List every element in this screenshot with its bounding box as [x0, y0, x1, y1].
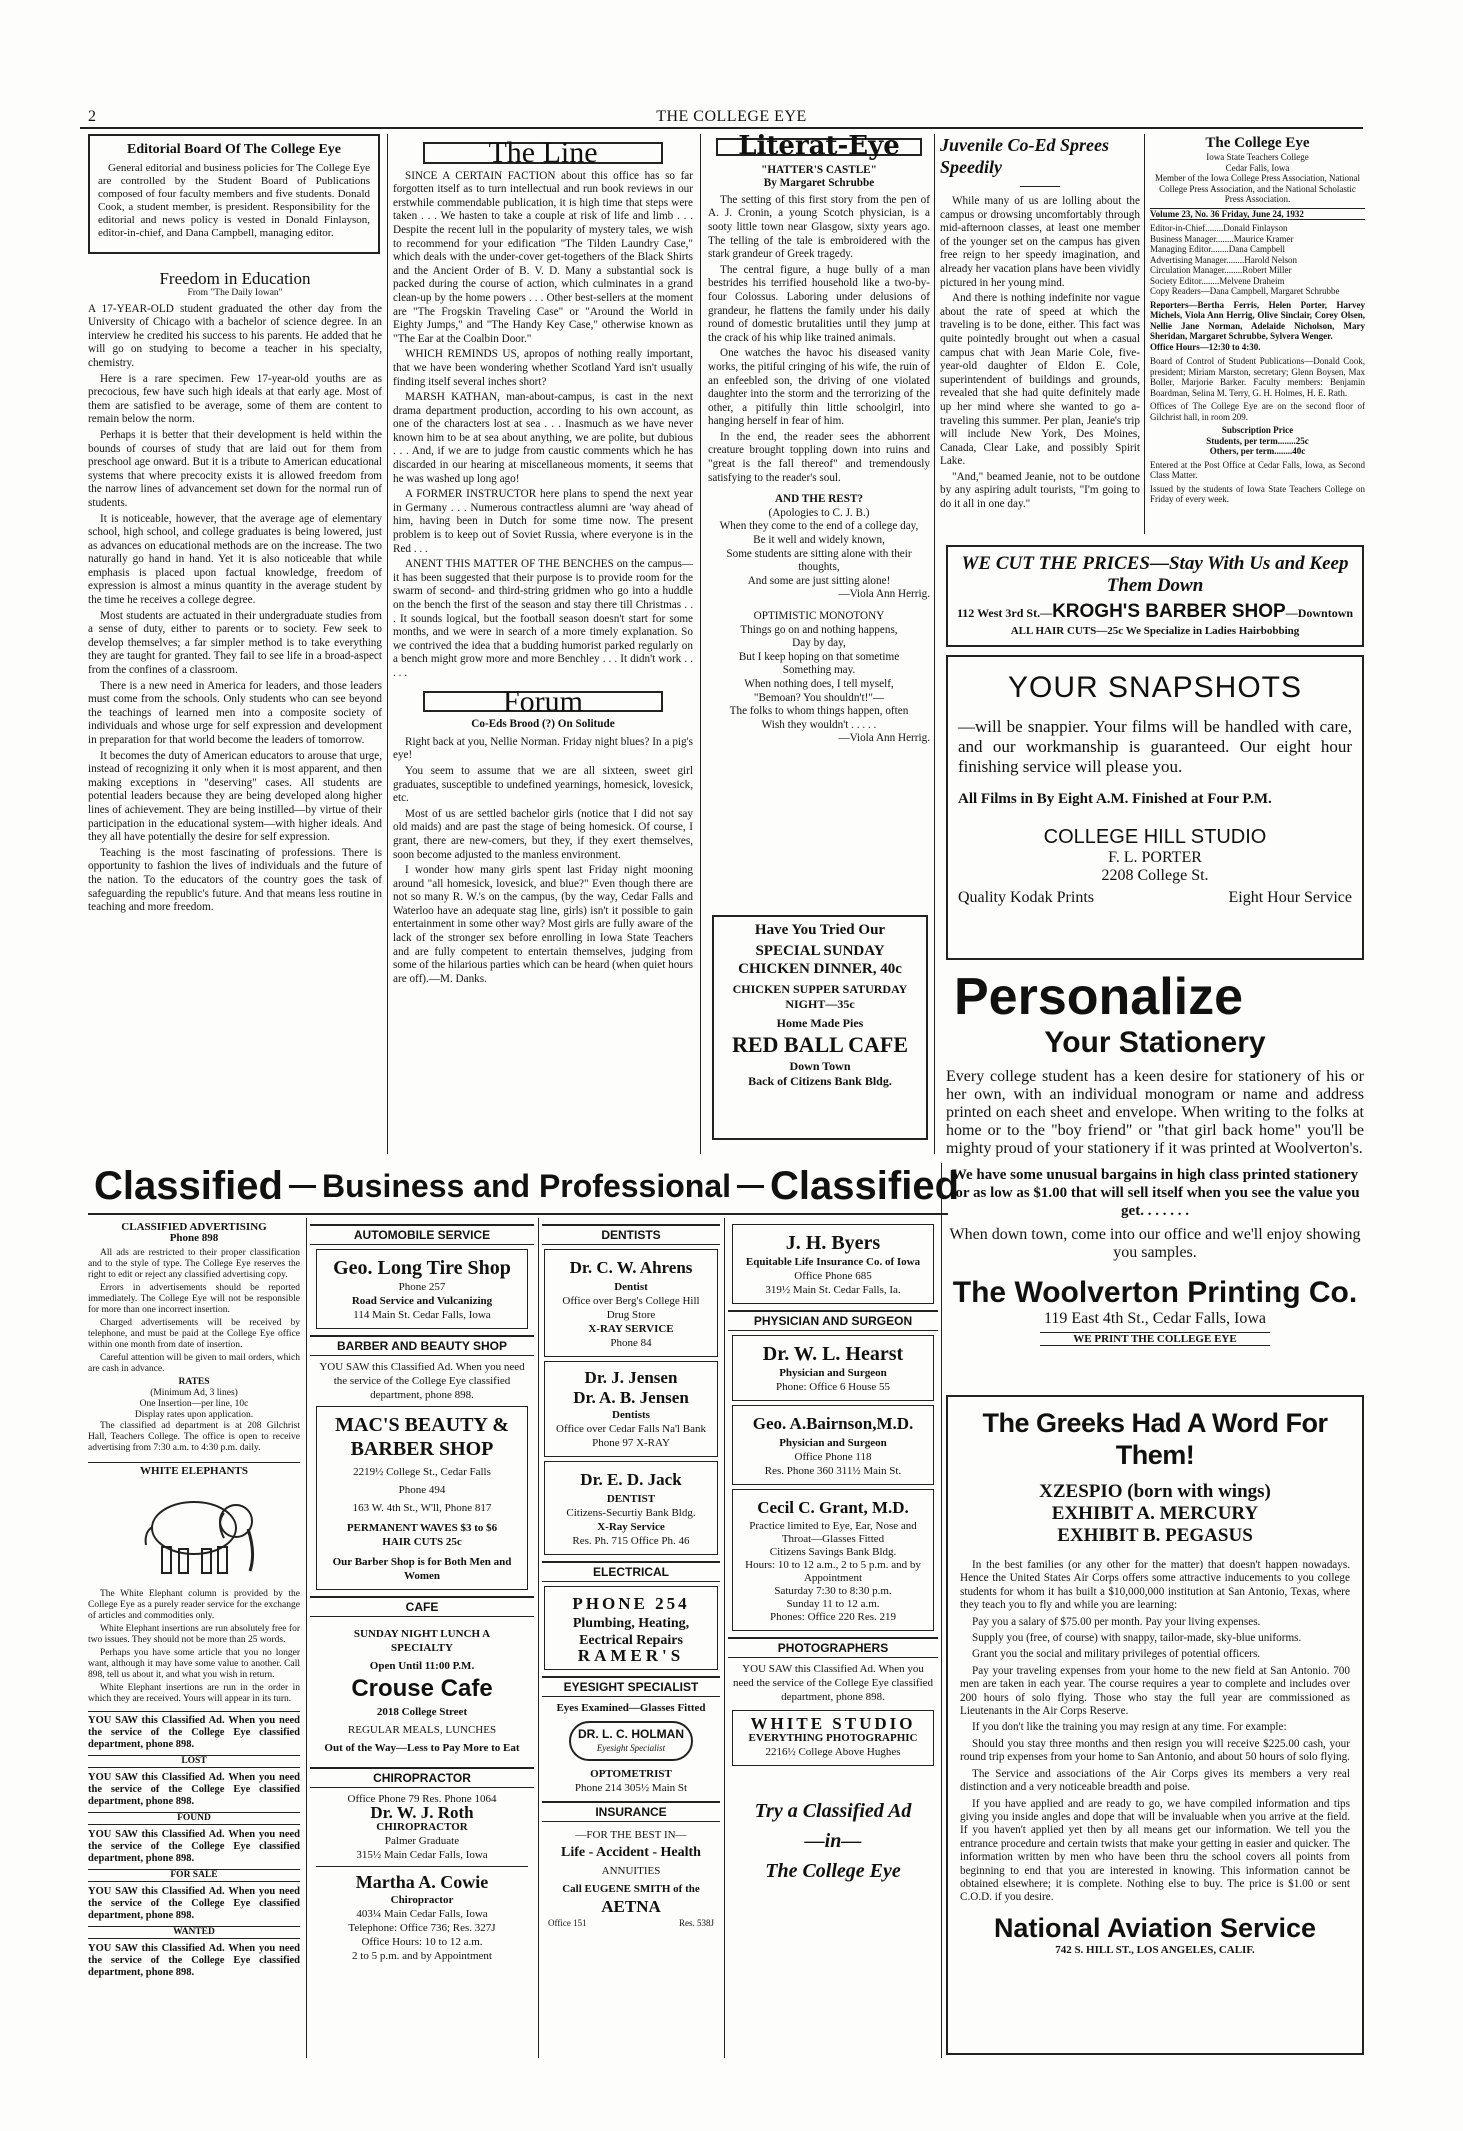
- literat-eye-title: Literat-Eye: [716, 138, 922, 156]
- juvenile-title: Juvenile Co-Ed Sprees Speedily: [940, 135, 1109, 177]
- tire-phone: Phone 257: [398, 1281, 446, 1293]
- white-l2: 2216½ College Above Hughes: [765, 1746, 901, 1758]
- greeks-paragraph: Pay you a salary of $75.00 per month. Pay your living expenses.: [972, 1615, 1261, 1628]
- woolverton-we: WE PRINT THE COLLEGE EYE: [1040, 1332, 1270, 1346]
- cafe-meals: REGULAR MEALS, LUNCHES: [347, 1724, 497, 1736]
- freedom-paragraph: It becomes the duty of American educators to arouse that urge, instead of recognizing it only when it is most apparent, and then making exceptions in "deserving" cases. All students are potential leaders because they are being developed along higher lines of achievement. They are being instilled—by virtue of their participation in the educational system—with higher ideals. And they all have potentially the desire for self expression.: [88, 749, 382, 844]
- hearst-phone: Phone: Office 6 House 55: [775, 1381, 891, 1393]
- greeks-paragraph: If you have applied and are ready to go, we have compiled information and tips giving you inside angles and dope that will be invaluable when you arrive at the field. If you haven't applied yet then by all means get our information. We tell you the entrance procedure and certain twists that make your getting in easier and quicker. The information written by men who have been thru the school covers all points from beginning to end that you are interested in knowing. This information cannot be obtained elsewhere; it is complete. Nothing else to buy. The price is $1.00 or sent C.O.D. if you desire.: [960, 1797, 1350, 1904]
- classified-dept: The classified ad department is at 208 Gilchrist Hall, Teachers College. The office is open to receive advertising from 7:30 a.m. to 4:30 p.m. daily.: [88, 1421, 300, 1453]
- elec-line: Plumbing, Heating, Eectrical Repairs: [572, 1616, 690, 1648]
- forum-title: Forum: [423, 691, 663, 713]
- poem2-title: OPTIMISTIC MONOTONY: [753, 610, 885, 622]
- eye-logo-sub: Eyesight Specialist: [596, 1743, 666, 1753]
- price-line: Students, per term........25c: [1206, 435, 1309, 446]
- banner-rule: [737, 1185, 764, 1188]
- column-divider: [700, 134, 701, 1154]
- red-ball-line1: Have You Tried Our: [754, 922, 886, 938]
- krogh-barber-ad: [946, 545, 1364, 647]
- saw-ad: YOU SAW this Classified Ad. When you need the service of the College Eye classified department, phone 898.: [88, 1829, 300, 1864]
- grant-line: Saturday 7:30 to 8:30 p.m.: [774, 1585, 892, 1597]
- hearst-title: Physician and Surgeon: [779, 1367, 887, 1379]
- ahrens-name: Dr. C. W. Ahrens: [569, 1258, 693, 1277]
- mac-phone: Phone 494: [398, 1484, 446, 1496]
- classified-title: CLASSIFIED ADVERTISING: [121, 1221, 267, 1233]
- hearst-name: Dr. W. L. Hearst: [762, 1343, 904, 1365]
- divider: [1020, 186, 1060, 187]
- jensen-phone: Phone 97 X-RAY: [592, 1437, 670, 1449]
- staff-line: Business Manager........Maurice Kramer: [1150, 233, 1294, 244]
- masthead-line: Member of the Iowa College Press Association, National College Press Association, and the National Scholastic Press Association.: [1155, 173, 1360, 204]
- krogh-tail: —Downtown: [1285, 606, 1354, 620]
- the-line-paragraph: WHICH REMINDS US, apropos of nothing really important, that we have been wondering whether Scotland Yard isn't usually finding itself several inches short?: [393, 348, 693, 388]
- staff-line: Editor-in-Chief........Donald Finlayson: [1150, 223, 1288, 233]
- cowie-hours: Office Hours: 10 to 12 a.m.: [361, 1936, 483, 1948]
- mac-hair: HAIR CUTS 25c: [382, 1536, 462, 1548]
- bairnson-title: Physician and Surgeon: [779, 1437, 887, 1449]
- macs-card: [316, 1406, 528, 1590]
- cafe1: SUNDAY NIGHT LUNCH A SPECIALTY: [353, 1628, 491, 1654]
- tire-name: Geo. Long Tire Shop: [333, 1257, 511, 1279]
- roth-name: Dr. W. J. Roth: [370, 1803, 474, 1822]
- cafe-head: CAFE: [310, 1596, 534, 1617]
- classified-charged: Charged advertisements will be received by telephone, and must be paid at the College Eye office within one month from date of insertion.: [88, 1318, 300, 1350]
- mac-addr: 2219½ College St., Cedar Falls: [353, 1466, 491, 1478]
- dent-head: DENTISTS: [542, 1224, 720, 1245]
- editorial-board-body: General editorial and business policies for The College Eye are controlled by the Student Board of Publications composed of four faculty members and five students. Donald Cook, a student member, is president. Responsibility for the editorial and news policy is vested in Donald Finlayson, editor-in-chief, and Dana Campbell, managing editor.: [98, 162, 370, 239]
- review-paragraph: The setting of this first story from the pen of A. J. Cronin, a young Scotch physician, is a sooty little town near Glasgow, sixty years ago. The telling of the tale is embroidered with the stark grandeur of Greek tragedy.: [708, 193, 930, 261]
- elec-head: ELECTRICAL: [542, 1561, 720, 1582]
- forum-headline: Co-Eds Brood (?) On Solitude: [471, 718, 615, 731]
- greeks-paragraph: Should you stay three months and then resign you will receive $225.00 cash, your round trip expenses from your home to San Antonio, and about 50 hours of solo flying.: [960, 1737, 1350, 1764]
- bairnson-phone: Office Phone 118: [794, 1451, 872, 1463]
- column-divider: [941, 1163, 942, 2058]
- freedom-article: [88, 262, 382, 1142]
- studio-right: Eight Hour Service: [1228, 889, 1352, 906]
- juvenile-article: [940, 134, 1140, 554]
- mac-tail: Our Barber Shop is for Both Men and Women: [332, 1556, 512, 1582]
- grant-line: Hours: 10 to 12 a.m., 2 to 5 p.m. and by Appointment: [745, 1559, 921, 1584]
- ahrens-card: [544, 1249, 718, 1357]
- poem-line: "Bemoan? You shouldn't!"—: [753, 691, 885, 704]
- personalize-tail: When down town, come into our office and we'll enjoy showing you samples.: [949, 1226, 1361, 1261]
- auto-head: AUTOMOBILE SERVICE: [310, 1224, 534, 1245]
- bairnson-res: Res. Phone 360 311½ Main St.: [764, 1465, 902, 1477]
- eye-line: Eyes Examined—Glasses Fitted: [556, 1702, 706, 1714]
- byers-addr: 319½ Main St. Cedar Falls, Ia.: [765, 1284, 901, 1296]
- personalize-bold: We have some unusual bargains in high class printed stationery for as low as $1.00 that will sell itself when you see the value you get. . . . . . .: [950, 1167, 1360, 1219]
- poem-line: When nothing does, I tell myself,: [744, 677, 894, 690]
- snapshots-films: All Films in By Eight A.M. Finished at Four P.M.: [958, 791, 1272, 807]
- krogh-addr: 112 West 3rd St.—: [956, 606, 1053, 620]
- ins3: ANNUITIES: [601, 1865, 661, 1877]
- jensen-name1: Dr. J. Jensen: [584, 1368, 678, 1387]
- white-elephants-head: WHITE ELEPHANTS: [88, 1462, 300, 1477]
- photo-head: PHOTOGRAPHERS: [728, 1637, 938, 1658]
- grant-line: Practice limited to Eye, Ear, Nose and Throat—Glasses Fitted: [749, 1520, 917, 1545]
- krogh-name: KROGH'S BARBER SHOP: [1052, 601, 1286, 622]
- editorial-board-box: [88, 134, 380, 254]
- freedom-paragraph: Most students are actuated in their undergraduate studies from a sense of duty, either to parents or to society. Few seek to develop themselves; a far simpler method is to take everything they are taught for granted. They fail to see life in a broad-aspect from the confines of a classroom.: [88, 609, 382, 677]
- the-line-paragraph: A FORMER INSTRUCTOR here plans to spend the next year in Germany . . . Numerous contractless alumni are 'way ahead of him, having been in Dutch for some time now. The present problem is to keep out of Soviet Russia, where everyone is in the Red . . .: [393, 488, 693, 555]
- white-l1: EVERYTHING PHOTOGRAPHIC: [748, 1732, 918, 1744]
- masthead-entered: Entered at the Post Office at Cedar Falls, Iowa, as Second Class Matter.: [1150, 459, 1365, 480]
- banner-rule: [289, 1185, 316, 1188]
- review-paragraph: One watches the havoc his diseased vanity works, the pitiful cringing of his wife, the ruin of an enfeebled son, the driving of one violated daughter into the storm and the terrorizing of the other, a pitifully thin little schoolgirl, into hanging herself in fear of him.: [708, 347, 930, 428]
- poem-line: But I keep hoping on that sometime: [738, 650, 900, 663]
- staff-line: Society Editor........Melvene Draheim: [1150, 275, 1285, 286]
- freedom-paragraph: Teaching is the most fascinating of professions. There is opportunity to fashion the lives of individuals and the future of the nation. To the educators of the country goes the task of safeguarding the republic's future. And that means less routine in teaching and more freedom.: [88, 846, 382, 914]
- freedom-paragraph: Here is a rare specimen. Few 17-year-old youths are as precocious, few have such high ideals at that early age. Most of them are satisfied to be average, some of them are content to remain below the norm.: [88, 372, 382, 426]
- paper-name: THE COLLEGE EYE: [656, 108, 807, 125]
- greeks-paragraph: The Service and associations of the Air Corps gives its members a very real distinction and a very noticeable breadth and poise.: [960, 1767, 1350, 1794]
- the-line-column: [393, 134, 693, 1154]
- cowie-tel: Telephone: Office 736; Res. 327J: [348, 1922, 496, 1934]
- business-col-2: [542, 1218, 720, 2058]
- greeks-paragraph: Supply you (free, of course) with snappy, tailor-made, sky-blue uniforms.: [972, 1632, 1302, 1645]
- red-ball-cafe-ad: [712, 915, 928, 1140]
- classified-rules: All ads are restricted to their proper classification and to the style of type. The College Eye reserves the right to edit or reject any classified advertising copy.: [88, 1248, 300, 1280]
- elephant-icon: [124, 1483, 264, 1583]
- try3: The College Eye: [765, 1860, 901, 1882]
- mac-name: MAC'S BEAUTY & BARBER SHOP: [335, 1414, 509, 1460]
- white-studio-card: [732, 1710, 934, 1766]
- masthead-reporters: Reporters—Bertha Ferris, Helen Porter, Harvey Michels, Viola Ann Herrig, Olive Sinclair, Corey Olsen, Nellie Jane Norman, Adelaide Nicholson, Mary Sheridan, Margaret Schrubbe, Sylvera Wenger.: [1150, 299, 1365, 341]
- try1: Try a Classified Ad: [754, 1800, 912, 1822]
- cowie-hours2: 2 to 5 p.m. and by Appointment: [352, 1950, 492, 1962]
- the-line-paragraph: MARSH KATHAN, man-about-campus, is cast in the next drama department production, according to his own account, as one of the characters lost at sea . . . Inasmuch as we have never known him to be at sea about anything, we are polite, but dubious . . . And, if we are to judge from caustic comments which he has discarded in our hearing at miscellaneous moments, it seems that he was washed up long ago!: [393, 391, 693, 485]
- classified-left: Classified: [94, 1163, 283, 1208]
- poem-line: Be it well and widely known,: [753, 534, 885, 547]
- juvenile-paragraph: And there is nothing indefinite nor vague about the rate of speed at which the traveling is to be done, either. This fact was quite pointedly brought out when a casual campus chat with Jean Marie Cole, five-year-old daughter of Eldon E. Cole, superintendent of buildings and grounds, revealed that she had quite definitely made up her mind where she wanted to go a-traveling this summer. Per plan, Jeanie's trip will include New York, Des Moines, Canada, Clear Lake, and possibly Spirit Lake.: [940, 292, 1140, 468]
- staff-line: Advertising Manager........Harold Nelson: [1150, 254, 1297, 265]
- column-divider: [538, 1218, 539, 2058]
- business-col-1: [310, 1218, 534, 2058]
- masthead-offices: Offices of The College Eye are on the second floor of Gilchrist hall, in room 209.: [1150, 401, 1365, 422]
- we-body: Perhaps you have some article that you no longer want, although it may have some value to another. Call 898, tell us about it, and what you wish in return.: [88, 1648, 300, 1680]
- cowie-title: Chiropractor: [390, 1894, 454, 1906]
- cafe-tail: Out of the Way—Less to Pay More to Eat: [324, 1742, 520, 1754]
- eye-head: EYESIGHT SPECIALIST: [542, 1676, 720, 1697]
- try2: —in—: [804, 1830, 862, 1852]
- masthead-volume: Volume 23, No. 36 Friday, June 24, 1932: [1150, 208, 1365, 221]
- ins6l: Office 151: [548, 1918, 587, 1928]
- poem-line: Something may.: [782, 664, 856, 677]
- poem-line: When they come to the end of a college day,: [719, 520, 919, 533]
- phys-head: PHYSICIAN AND SURGEON: [728, 1310, 938, 1331]
- we-body: White Elephant insertions are run absolutely free for two issues. They should not be more than 25 words.: [88, 1624, 300, 1645]
- poem-line: Day by day,: [792, 637, 846, 650]
- freedom-paragraph: A 17-YEAR-OLD student graduated the other day from the University of Chicago with a bachelor of science degree. In an interview he credited his success to his parents. He added that he will go on studying to become a teacher in his specialty, chemistry.: [88, 302, 382, 369]
- woolverton-name: The Woolverton Printing Co.: [952, 1276, 1358, 1309]
- poem2-author: —Viola Ann Herrig.: [838, 732, 930, 745]
- byers-card: [732, 1224, 934, 1304]
- byers-phone: Office Phone 685: [794, 1270, 872, 1282]
- masthead-board: Board of Control of Student Publications—Donald Cook, president; Miriam Marston, secretary; Glenn Boysen, Max Boller, Marjorie Barker. Faculty members: Benjamin Boardman, Selina M. Terry, G. H. Holmes, H. E. Rath.: [1150, 356, 1365, 398]
- ins4: Call EUGENE SMITH of the: [562, 1883, 700, 1895]
- snapshots-title: YOUR SNAPSHOTS: [1007, 671, 1303, 704]
- classified-careful: Careful attention will be given to mail orders, which are cash in advance.: [88, 1353, 300, 1374]
- jack-xray: X-Ray Service: [597, 1521, 665, 1533]
- ins2: Life - Accident - Health: [561, 1845, 701, 1860]
- ins5: AETNA: [601, 1897, 661, 1916]
- classified-right: Classified: [770, 1163, 960, 1208]
- saw-ad: YOU SAW this Classified Ad. When you need the service of the College Eye classified department, phone 898.: [88, 1943, 300, 1978]
- masthead-title: The College Eye: [1205, 135, 1310, 151]
- rates-line: Display rates upon application.: [134, 1410, 254, 1420]
- price-line: Others, per term........40c: [1209, 446, 1306, 456]
- personalize-body: Every college student has a keen desire for stationery of his or her own, with an individual monogram or name and address printed on each sheet and envelope. When writing to the folks at home or to the "boy friend" or "that girl back home" you'll be mighty proud of your stationery if it was printed at Woolverton's.: [946, 1068, 1364, 1157]
- review-paragraph: The central figure, a huge bully of a man bestrides his terrified household like a two-by-four Colossus. Laboring under delusions of grandeur, he flattens the family under his daily round of domestic brutalities until they jump at the crack of his whip like trained animals.: [708, 263, 930, 344]
- forum-paragraph: I wonder how many girls spent last Friday night mooning around "all homesick, lovesick, and blue?" Even though there are not so many R. W.'s on the campus, (by the way, Cedar Falls and Waterloo have an adequate stag line, girls) isn't it possible to gain entertainment in some other way? Most girls are fully aware of the lack of the stronger sex before enrolling in Iowa State Teachers and are fully competent to entertain themselves, judging from some of the hilarious parties which can be heard (when quiet hours are off).—M. Danks.: [393, 864, 693, 985]
- personalize-title: Personalize: [954, 968, 1244, 1026]
- column-divider: [1144, 134, 1145, 534]
- roth-grad: Palmer Graduate: [384, 1835, 460, 1847]
- red-ball-line4: Home Made Pies: [776, 1016, 864, 1030]
- woolverton-addr: 119 East 4th St., Cedar Falls, Iowa: [1043, 1310, 1267, 1327]
- red-ball-line6: Back of Citizens Bank Bldg.: [748, 1074, 892, 1088]
- we-body: White Elephant insertions are run in the order in which they are received. Yours will appear in its turn.: [88, 1683, 300, 1704]
- column-divider: [934, 134, 935, 1154]
- saw-ad: YOU SAW this Classified Ad. When you need the service of the College Eye classified department, phone 898.: [88, 1772, 300, 1807]
- jack-card: [544, 1461, 718, 1555]
- studio-porter: F. L. PORTER: [1108, 849, 1202, 866]
- greeks-sub3: EXHIBIT B. PEGASUS: [1057, 1525, 1253, 1546]
- column-divider: [724, 1218, 725, 2058]
- grant-line: Citizens Savings Bank Bldg.: [769, 1546, 897, 1558]
- tire-addr: 114 Main St. Cedar Falls, Iowa: [353, 1309, 491, 1321]
- ramers-card: [544, 1586, 718, 1670]
- grant-line: Sunday 11 to 12 a.m.: [786, 1598, 880, 1610]
- the-line-paragraph: SINCE A CERTAIN FACTION about this office has so far forgotten itself as to turn intellectual and run book reviews in our erstwhile commendable publication, it is high time that steps were taken . . . We hasten to take a couple at risk of life and limb . . . Despite the recent lull in the popularity of mystery tales, we wish to recommend for your edification "The Tilden Laundry Case," which deals with the under-cover get-togethers of the Black Shirts and the Ancient Order of B. V. D. Many a substantial sock is packed during the course of action, which culminates in a grand clean-up by the home powers . . . Other best-sellers at the moment are "The Frogskin Traveling Case" or "Around the World in Eighty Jumps," and "The Handy Key Case," otherwise known as "The Ear at the Coalbin Door.": [393, 169, 693, 345]
- byers-name: J. H. Byers: [785, 1232, 881, 1254]
- editorial-board-title: Editorial Board Of The College Eye: [126, 142, 341, 157]
- ahrens-phone: Phone 84: [610, 1337, 652, 1349]
- saw-ad: YOU SAW this Classified Ad. When you need the service of the College Eye classified department, phone 898.: [88, 1711, 300, 1751]
- crouse-card: [316, 1621, 528, 1761]
- jack-name: Dr. E. D. Jack: [580, 1470, 682, 1489]
- forum-paragraph: Right back at you, Nellie Norman. Friday night blues? In a pig's eye!: [393, 735, 693, 762]
- poem1-title: AND THE REST?: [774, 493, 864, 506]
- column-divider: [306, 1218, 307, 2058]
- business-col-3: [728, 1218, 938, 2058]
- cafe-addr: 2018 College Street: [376, 1706, 468, 1718]
- freedom-paragraph: Perhaps it is better that their development is held within the bounds of courses of study that are laid out for them from preschool age onward. But it is a tribute to American educational systems that where precocity exists it is allowed freedom from the narrow lines of advancement set down for the normal run of students.: [88, 428, 382, 509]
- mac-addr2: 163 W. 4th St., W'll, Phone 817: [352, 1502, 492, 1514]
- cowie-addr: 403¼ Main Cedar Falls, Iowa: [356, 1908, 488, 1920]
- hearst-card: [732, 1335, 934, 1401]
- jack-title: DENTIST: [606, 1493, 656, 1505]
- freedom-source: From "The Daily Iowan": [187, 287, 283, 298]
- column-divider: [387, 134, 388, 1154]
- cowie-name: Martha A. Cowie: [355, 1872, 489, 1892]
- jack-bldg: Citizens-Securtiy Bank Bldg.: [566, 1507, 696, 1519]
- saw-ad: YOU SAW this Classified Ad. When you need the service of the College Eye classified department, phone 898.: [88, 1886, 300, 1921]
- chiro-head: CHIROPRACTOR: [310, 1767, 534, 1788]
- poem-line: The folks to whom things happen, often: [729, 705, 909, 718]
- red-ball-line3: CHICKEN SUPPER SATURDAY NIGHT—35c: [732, 982, 908, 1011]
- elec-name: RAMER'S: [577, 1646, 685, 1665]
- poem-line: Wish they wouldn't . . . . .: [761, 718, 877, 731]
- freedom-title: Freedom in Education: [159, 269, 311, 288]
- freedom-paragraph: There is a new need in America for leaders, and those leaders must come from the schools. Only students who can see beyond the teachings of learned men into a composite society of individuals and whose urge for self expression and development in preparation for that world become the leaders of tomorrow.: [88, 679, 382, 746]
- ins6r: Res. 538J: [678, 1918, 714, 1928]
- freedom-paragraph: It is noticeable, however, that the average age of elementary school, high school, and college graduates is being lowered, just as advances on educational methods are on the increase. The two naturally go hand in hand. Yet it is also noticeable that while emphasis is placed upon factual knowledge, freedom of expression is almost a minus quantity in the average student by the time he receives a college degree.: [88, 512, 382, 607]
- rates-title: RATES: [178, 1377, 210, 1387]
- tire-line: Road Service and Vulcanizing: [351, 1295, 493, 1307]
- rates-line: (Minimum Ad, 3 lines): [150, 1388, 238, 1398]
- white-name: WHITE STUDIO: [750, 1714, 916, 1733]
- the-line-paragraph: ANENT THIS MATTER OF THE BENCHES on the campus—it has been suggested that their purpose is to provide room for the swarm of second- and third-string gridmen who go into a huddle on the bench the first of the season and stay there till Christmas . . . It sounds logical, but the football season doesn't start for some months, and we were in search of a more timely explanation. So we contrived the idea that a budding humorist parked regularly on a bench might grow more and more Benchley . . . It didn't work . . . . .: [393, 558, 693, 679]
- review-title: "HATTER'S CASTLE": [761, 163, 877, 176]
- ins-head: INSURANCE: [542, 1801, 720, 1822]
- masthead-issued: Issued by the students of Iowa State Teachers College on Friday of every week.: [1150, 483, 1365, 504]
- aviation-addr: 742 S. HILL ST., LOS ANGELES, CALIF.: [1055, 1943, 1255, 1956]
- poem-line: And some are just sitting alone!: [747, 574, 891, 587]
- studio-left: Quality Kodak Prints: [958, 889, 1094, 906]
- studio-name: COLLEGE HILL STUDIO: [1043, 826, 1267, 848]
- price-title: Subscription Price: [1221, 425, 1294, 435]
- red-ball-line2: SPECIAL SUNDAY CHICKEN DINNER, 40c: [738, 943, 902, 977]
- found-head: FOUND: [88, 1812, 300, 1825]
- eye-logo: DR. L. C. HOLMAN: [578, 1727, 684, 1741]
- classified-mid: Business and Professional: [322, 1167, 732, 1204]
- roth-phone: Office Phone 79 Res. Phone 1064: [347, 1793, 497, 1805]
- literat-eye-column: [708, 134, 930, 854]
- studio-addr: 2208 College St.: [1101, 867, 1209, 884]
- ahrens-xray: X-RAY SERVICE: [588, 1323, 674, 1335]
- the-line-title: The Line: [423, 142, 663, 164]
- classified-banner: [94, 1163, 959, 1209]
- header-rule: [80, 127, 1363, 129]
- lost-head: LOST: [88, 1755, 300, 1768]
- juvenile-paragraph: "And," beamed Jeanie, not to be outdone by any aspiring adult tourists, "I'm going to do it all in one day.": [940, 470, 1140, 511]
- rates-line: One Insertion—per line, 10c: [139, 1399, 249, 1409]
- ins1: —FOR THE BEST IN—: [575, 1829, 687, 1841]
- classified-column: [88, 1218, 300, 2058]
- poem1-author: —Viola Ann Herrig.: [838, 588, 930, 601]
- jensen-name2: Dr. A. B. Jensen: [573, 1388, 689, 1407]
- personalize-ad: [946, 968, 1364, 1388]
- roth-addr: 315½ Main Cedar Falls, Iowa: [356, 1849, 488, 1861]
- tire-shop-card: [316, 1249, 528, 1329]
- eye-phone: Phone 214 305½ Main St: [574, 1782, 688, 1794]
- ahrens-office: Office over Berg's College Hill Drug Store: [562, 1295, 700, 1321]
- aviation-name: National Aviation Service: [993, 1912, 1317, 1943]
- greeks-sub1: XZESPIO (born with wings): [1039, 1481, 1271, 1502]
- masthead-line: Iowa State Teachers College: [1206, 152, 1309, 162]
- wanted-head: WANTED: [88, 1926, 300, 1939]
- photo-saw: YOU SAW this Classified Ad. When you need the service of the College Eye classified department, phone 898.: [732, 1663, 934, 1703]
- snapshots-body: —will be snappier. Your films will be handled with care, and our workmanship is guaranteed. Our eight hour finishing service will please you.: [958, 717, 1352, 776]
- bairnson-name: Geo. A.Bairnson,M.D.: [752, 1414, 914, 1433]
- jensen-office: Office over Cedar Falls Na'l Bank: [556, 1423, 706, 1435]
- classified-errors: Errors in advertisements should be reported immediately. The College Eye will not be responsible for more than one incorrect insertion.: [88, 1283, 300, 1315]
- red-ball-name: RED BALL CAFE: [731, 1032, 909, 1057]
- grant-line: Phones: Office 220 Res. 219: [770, 1611, 896, 1623]
- forum-paragraph: Most of us are settled bachelor girls (notice that I did not say old maids) and are past the stage of being homesick. Of course, I grant, there are new-comers, but they, if they exert themselves, soon become adjusted to the manless environment.: [393, 807, 693, 861]
- byers-co: Equitable Life Insurance Co. of Iowa: [745, 1256, 921, 1268]
- masthead: [1150, 134, 1365, 534]
- classified-phone: Phone 898: [169, 1232, 219, 1244]
- snapshots-ad: [946, 655, 1364, 960]
- review-paragraph: In the end, the reader sees the abhorrent creature brought toppling down into ruins and "great is the fall thereof" and tremendously satisfying to the reader's soul.: [708, 430, 930, 484]
- we-body: The White Elephant column is provided by the College Eye as a purely reader service for the exchange of articles and commodities only.: [88, 1589, 300, 1621]
- greeks-paragraph: Pay your traveling expenses from your home to the new field at San Antonio. 700 men are taken in each year. The course requires a year to complete and includes over 200 hours of solo flying. Those who stay the full year are commissioned as Lieutenants in the Air Corps Reserve.: [960, 1664, 1350, 1718]
- krogh-line: ALL HAIR CUTS—25c We Specialize in Ladies Hairbobbing: [1010, 625, 1300, 637]
- poem-line: Some students are sitting alone with their thoughts,: [726, 547, 912, 574]
- greeks-paragraph: In the best families (or any other for the matter) that doesn't happen nowadays. Hence the United States Air Corps offers some attractive inducements to you college students for whom it has built a $10,000,000 institution at San Antonio, Texas, where they teach you to fly and while you are learning:: [960, 1559, 1350, 1612]
- holman-logo: [569, 1721, 693, 1761]
- forsale-head: FOR SALE: [88, 1869, 300, 1882]
- personalize-subtitle: Your Stationery: [1044, 1026, 1266, 1059]
- greeks-paragraph: If you don't like the training you may resign at any time. For example:: [972, 1721, 1287, 1734]
- greeks-sub2: EXHIBIT A. MERCURY: [1051, 1503, 1259, 1524]
- red-ball-line5: Down Town: [789, 1059, 851, 1073]
- juvenile-paragraph: While many of us are lolling about the campus or drowsing uncomfortably through mid-afternoon classes, at least one member of the younger set on the campus has given free reign to her speedy imagination, and already her vacation plans have been vividly pictured in her young mind.: [940, 195, 1140, 289]
- aviation-ad: [946, 1395, 1364, 2055]
- cafe2: Open Until 11:00 P.M.: [369, 1660, 475, 1672]
- barber-head: BARBER AND BEAUTY SHOP: [310, 1335, 534, 1356]
- cafe-name: Crouse Cafe: [351, 1675, 493, 1702]
- bairnson-card: [732, 1405, 934, 1485]
- elec-phone: PHONE 254: [572, 1594, 690, 1613]
- page-number: 2: [88, 108, 96, 125]
- staff-line: Circulation Manager........Robert Miller: [1150, 265, 1292, 275]
- greeks-paragraph: Grant you the social and military privileges of potential officers.: [972, 1648, 1261, 1661]
- eye-title: OPTOMETRIST: [590, 1768, 672, 1780]
- staff-line: Copy Readers—Dana Campbell, Margaret Schrubbe: [1150, 286, 1340, 296]
- jensen-title: Dentists: [612, 1409, 650, 1421]
- poem-line: Things go on and nothing happens,: [740, 623, 898, 636]
- ahrens-title: Dentist: [614, 1281, 648, 1293]
- staff-line: Managing Editor........Dana Campbell: [1150, 244, 1285, 254]
- review-byline: By Margaret Schrubbe: [763, 177, 875, 190]
- poem1-sub: (Apologies to C. J. B.): [768, 506, 870, 519]
- banner-bottom-rule: [88, 1213, 948, 1215]
- grant-name: Cecil C. Grant, M.D.: [757, 1498, 909, 1517]
- barber-saw: YOU SAW this Classified Ad. When you need the service of the College Eye classified department, phone 898.: [319, 1361, 525, 1401]
- masthead-hours: Office Hours—12:30 to 4:30.: [1150, 341, 1261, 352]
- jack-phone: Res. Ph. 715 Office Ph. 46: [572, 1535, 690, 1547]
- jensen-card: [544, 1361, 718, 1457]
- masthead-line: Cedar Falls, Iowa: [1225, 162, 1290, 173]
- roth-title: CHIROPRACTOR: [376, 1821, 468, 1833]
- krogh-headline: WE CUT THE PRICES—Stay With Us and Keep Them Down: [961, 553, 1349, 596]
- forum-paragraph: You seem to assume that we are all sixteen, sweet girl graduates, susceptible to undefined yearnings, homesick, lovesick, etc.: [393, 764, 693, 805]
- mac-perm: PERMANENT WAVES $3 to $6: [346, 1522, 498, 1534]
- greeks-title: The Greeks Had A Word For Them!: [982, 1408, 1328, 1470]
- grant-card: [732, 1489, 934, 1631]
